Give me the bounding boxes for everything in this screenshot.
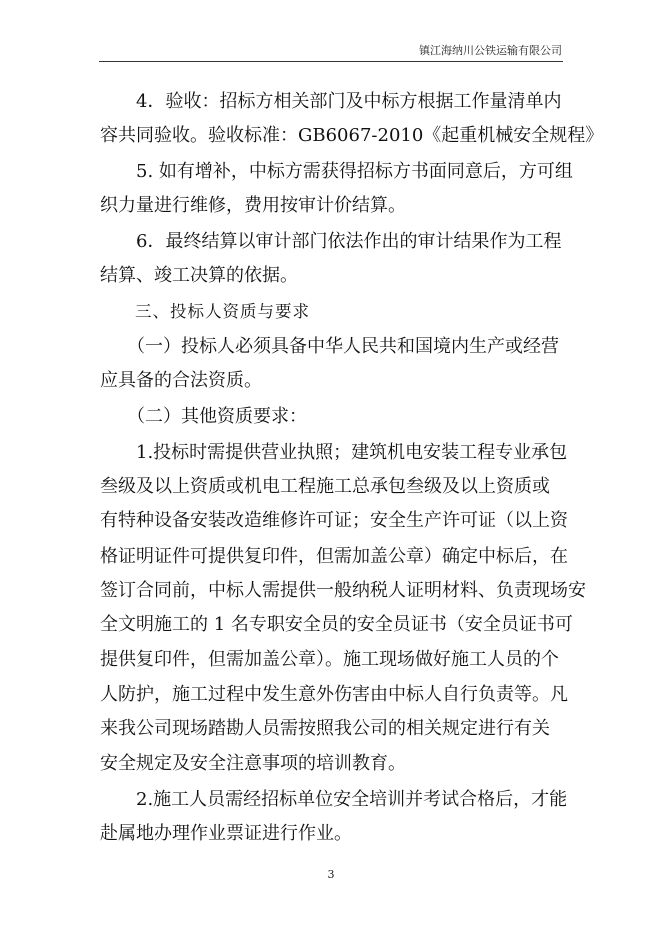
body-line: 人防护，施工过程中发生意外伤害由中标人自行负责等。凡 xyxy=(100,684,568,705)
body-line: 赴属地办理作业票证进行作业。 xyxy=(100,823,352,844)
body-line: 2.施工人员需经招标单位安全培训并考试合格后，才能 xyxy=(100,789,568,810)
body-line: 5. 如有增补，中标方需获得招标方书面同意后，方可组 xyxy=(100,161,573,182)
body-line: 来我公司现场踏勘人员需按照我公司的相关规定进行有关 xyxy=(100,718,550,739)
body-line: 格证明证件可提供复印件，但需加盖公章）确定中标后，在 xyxy=(100,546,568,567)
body-line: 叁级及以上资质或机电工程施工总承包叁级及以上资质或 xyxy=(100,476,550,497)
body-line: 签订合同前，中标人需提供一般纳税人证明材料、负责现场安 xyxy=(100,580,586,601)
section-heading: 三、投标人资质与要求 xyxy=(100,302,310,321)
body-line: 4．验收：招标方相关部门及中标方根据工作量清单内 xyxy=(100,91,562,112)
body-line: 1.投标时需提供营业执照；建筑机电安装工程专业承包 xyxy=(100,442,568,463)
body-line: 容共同验收。验收标准：GB6067-2010《起重机械安全规程》 xyxy=(100,125,604,146)
body-line: 全文明施工的 1 名专职安全员的安全员证书（安全员证书可 xyxy=(100,614,573,635)
body-line: 织力量进行维修，费用按审计价结算。 xyxy=(100,195,406,216)
body-line: 6．最终结算以审计部门依法作出的审计结果作为工程 xyxy=(100,231,562,252)
body-line: 应具备的合法资质。 xyxy=(100,370,262,391)
body-line: 结算、竣工决算的依据。 xyxy=(100,265,298,286)
body-line: 安全规定及安全注意事项的培训教育。 xyxy=(100,753,406,774)
header-divider xyxy=(99,61,563,62)
page-number: 3 xyxy=(327,868,335,881)
header-company-name: 镇江海纳川公铁运输有限公司 xyxy=(419,44,562,57)
body-line: 提供复印件，但需加盖公章）。施工现场做好施工人员的个 xyxy=(100,649,559,670)
body-line: 有特种设备安装改造维修许可证；安全生产许可证（以上资 xyxy=(100,510,568,531)
subsection-heading: （二）其他资质要求： xyxy=(100,406,307,427)
body-line: （一）投标人必须具备中华人民共和国境内生产或经营 xyxy=(100,336,559,357)
